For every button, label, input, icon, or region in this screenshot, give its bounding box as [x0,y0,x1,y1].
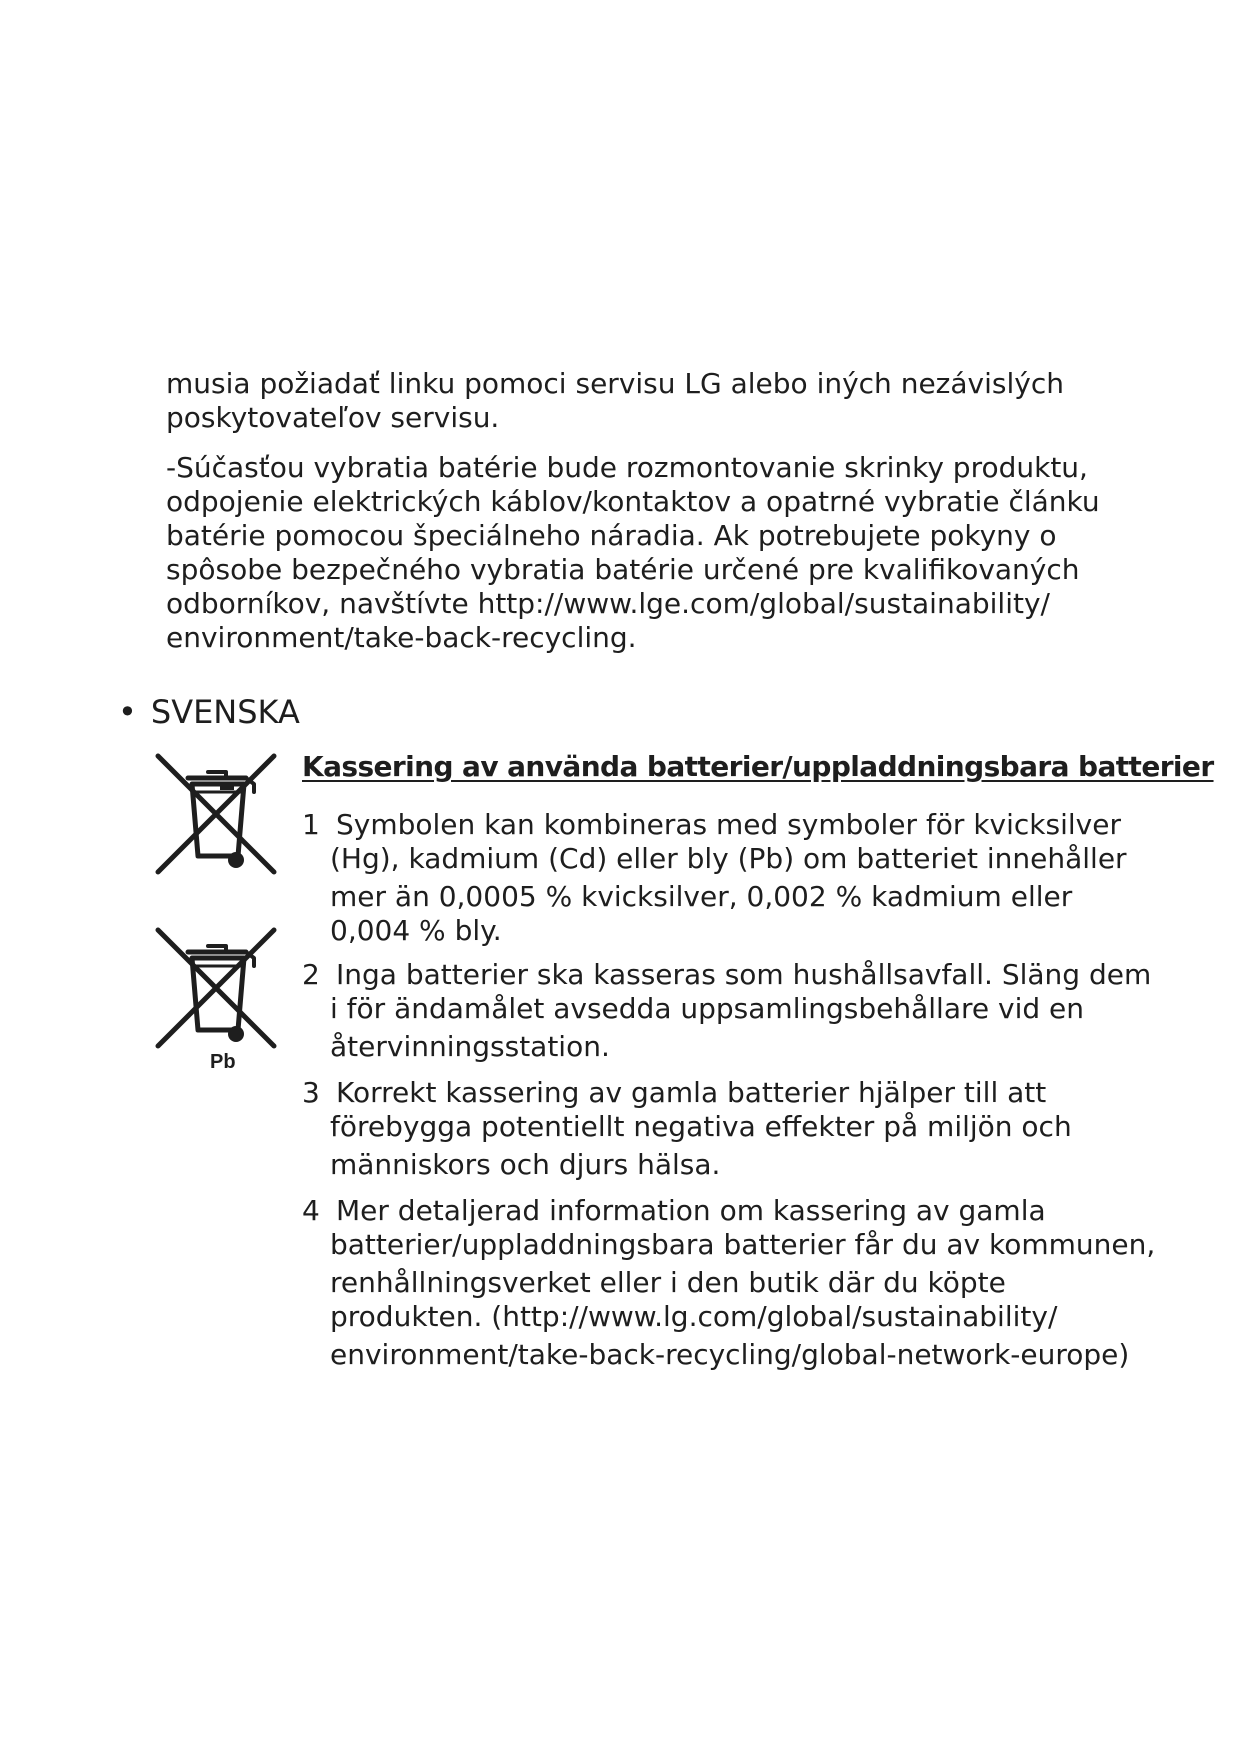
section-title-svenska [118,692,300,732]
text-line: (Hg), kadmium (Cd) eller bly (Pb) om batteriet innehåller [330,842,1127,875]
crossed-bin-icon [150,748,282,880]
text-line: odborníkov, navštívte http://www.lge.com/global/sustainability/ [166,587,1050,620]
list-number: 3 [302,1076,320,1109]
section-title-text: SVENSKA [150,693,300,731]
list-number: 2 [302,958,320,991]
text-line: förebygga potentiellt negativa effekter på miljön och [330,1110,1072,1143]
text-line: musia požiadať linku pomoci servisu LG alebo iných nezávislých [166,367,1064,400]
text-line: batérie pomocou špeciálneho náradia. Ak potrebujete pokyny o [166,519,1057,552]
text-line: mer än 0,0005 % kvicksilver, 0,002 % kadmium eller [330,880,1073,913]
text-line: produkten. (http://www.lg.com/global/sustainability/ [330,1300,1058,1333]
text-line: i för ändamålet avsedda uppsamlingsbehållare vid en [330,992,1085,1025]
text-line: Korrekt kassering av gamla batterier hjälper till att [336,1076,1047,1109]
text-line: återvinningsstation. [330,1030,610,1063]
text-line: odpojenie elektrických káblov/kontaktov a opatrné vybratie článku [166,485,1100,518]
disposal-heading: Kassering av använda batterier/uppladdningsbara batterier [302,750,1214,783]
text-line: poskytovateľov servisu. [166,401,500,434]
list-number: 1 [302,808,320,841]
list-item [302,958,1152,1064]
crossed-bin-pb-icon [150,922,282,1072]
text-line: environment/take-back-recycling. [166,621,637,654]
slovak-paragraph-service [166,367,1086,435]
slovak-paragraph-removal [166,451,1100,655]
list-item [302,1076,1132,1182]
text-line: environment/take-back-recycling/global-network-europe) [330,1338,1130,1371]
text-line: renhållningsverket eller i den butik där du köpte [330,1266,1006,1299]
bullet: • [118,693,137,731]
text-line: 0,004 % bly. [330,914,502,947]
text-line: spôsobe bezpečného vybratia batérie určené pre kvalifikovaných [166,553,1080,586]
text-line: Mer detaljerad information om kassering av gamla [336,1194,1046,1227]
pb-label: Pb [210,1051,236,1072]
text-line: batterier/uppladdningsbara batterier får du av kommunen, [330,1228,1156,1261]
text-line: Inga batterier ska kasseras som hushållsavfall. Släng dem [336,958,1152,991]
text-line: -Súčasťou vybratia batérie bude rozmontovanie skrinky produktu, [166,451,1088,484]
list-number: 4 [302,1194,320,1227]
list-item [302,1194,1156,1372]
text-line: Symbolen kan kombineras med symboler för kvicksilver [336,808,1121,841]
text-line: människors och djurs hälsa. [330,1148,721,1181]
list-item [302,808,1132,948]
